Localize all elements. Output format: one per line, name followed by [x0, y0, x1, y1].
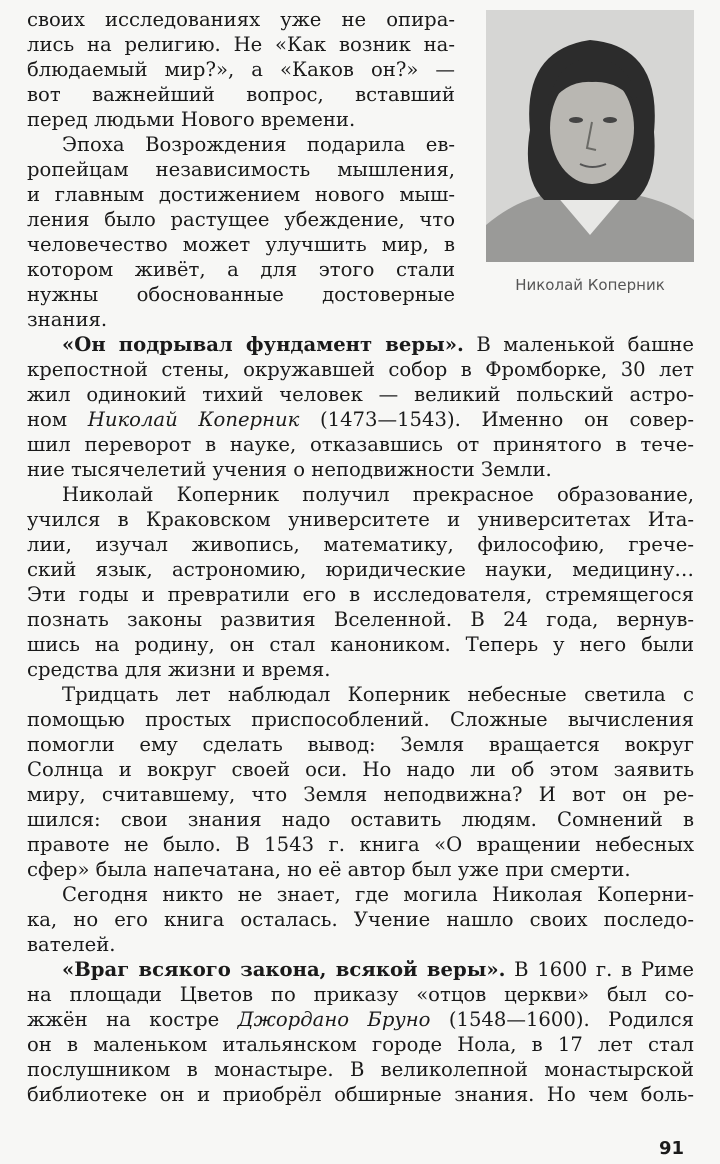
text-run: (1473—1543). Именно он совер- — [299, 408, 695, 431]
text-line — [62, 333, 694, 357]
text-run: ном — [27, 408, 88, 431]
text-line: послушником в монастыре. В великолепной монастырской — [27, 1058, 694, 1081]
text-run: (1548—1600). Родился — [430, 1008, 694, 1031]
text-line: библиотеке он и приобрёл обширные знания. Но чем боль- — [27, 1083, 694, 1106]
copernicus-portrait — [486, 10, 694, 262]
text-line: Эти годы и превратили его в исследователя, стремящегося — [27, 583, 694, 606]
text-line: крепостной стены, окружавшей собор в Фромборке, 30 лет — [27, 358, 694, 381]
text-line: блюдаемый мир?», а «Каков он?» — — [27, 58, 455, 81]
text-line: котором живёт, а для этого стали — [27, 258, 455, 281]
text-line: правоте не было. В 1543 г. книга «О вращении небесных — [27, 833, 694, 856]
text-line: вателей. — [27, 933, 116, 956]
text-run: жжён на костре — [27, 1008, 238, 1031]
portrait-caption: Николай Коперник — [515, 276, 665, 294]
text-line: своих исследованиях уже не опира- — [27, 8, 455, 31]
section-heading: «Враг всякого закона, всякой веры». — [62, 958, 506, 981]
person-name: Николай Коперник — [87, 408, 300, 431]
text-line: миру, считавшему, что Земля неподвижна? И вот он ре- — [27, 783, 694, 806]
text-line: и главным достижением нового мыш- — [27, 183, 455, 206]
text-run: В 1600 г. в Риме — [505, 958, 694, 981]
text-line: шись на родину, он стал каноником. Теперь у него были — [27, 633, 694, 656]
text-line: перед людьми Нового времени. — [27, 108, 356, 131]
text-line: вот важнейший вопрос, вставший — [27, 83, 455, 106]
page-number: 91 — [658, 1138, 684, 1159]
text-line: человечество может улучшить мир, в — [27, 233, 455, 256]
section-heading: «Он подрывал фундамент веры». — [62, 333, 464, 356]
text-line: ропейцам независимость мышления, — [27, 158, 455, 181]
text-line: нужны обоснованные достоверные — [27, 283, 455, 306]
text-line: познать законы развития Вселенной. В 24 года, вернув- — [27, 608, 694, 631]
text-line: ние тысячелетий учения о неподвижности Земли. — [27, 458, 552, 481]
portrait-image — [486, 10, 694, 262]
text-line: лись на религию. Не «Как возник на- — [27, 33, 455, 56]
text-line: знания. — [27, 308, 108, 331]
text-line: ка, но его книга осталась. Учение нашло своих последо- — [27, 908, 694, 931]
text-line: помощью простых приспособлений. Сложные вычисления — [27, 708, 694, 731]
text-line: Тридцать лет наблюдал Коперник небесные светила с — [62, 683, 694, 706]
text-line: жил одинокий тихий человек — великий польский астро- — [27, 383, 694, 406]
text-line: учился в Краковском университете и университетах Ита- — [27, 508, 694, 531]
text-line: он в маленьком итальянском городе Нола, в 17 лет стал — [27, 1033, 694, 1056]
text-line: Сегодня никто не знает, где могила Николая Коперни- — [62, 883, 694, 906]
text-line: помогли ему сделать вывод: Земля вращается вокруг — [27, 733, 694, 756]
text-line: Солнца и вокруг своей оси. Но надо ли об этом заявить — [27, 758, 694, 781]
person-name: Джордано Бруно — [237, 1008, 431, 1031]
text-line: Николай Коперник получил прекрасное образование, — [62, 483, 694, 506]
text-line: шился: свои знания надо оставить людям. Сомнений в — [27, 808, 694, 831]
text-line: лии, изучал живопись, математику, философию, грече- — [27, 533, 694, 556]
text-line: сфер» была напечатана, но её автор был уже при смерти. — [27, 858, 631, 881]
text-line: ления было растущее убеждение, что — [27, 208, 455, 231]
text-line: ский язык, астрономию, юридические науки, медицину… — [27, 558, 694, 581]
text-line: Эпоха Возрождения подарила ев- — [62, 133, 455, 156]
text-line — [27, 1008, 694, 1032]
text-line — [27, 408, 694, 432]
text-line: на площади Цветов по приказу «отцов церкви» был со- — [27, 983, 694, 1006]
text-line: шил переворот в науке, отказавшись от принятого в тече- — [27, 433, 694, 456]
text-line — [62, 958, 694, 982]
text-line: средства для жизни и время. — [27, 658, 331, 681]
text-run: В маленькой башне — [463, 333, 694, 356]
